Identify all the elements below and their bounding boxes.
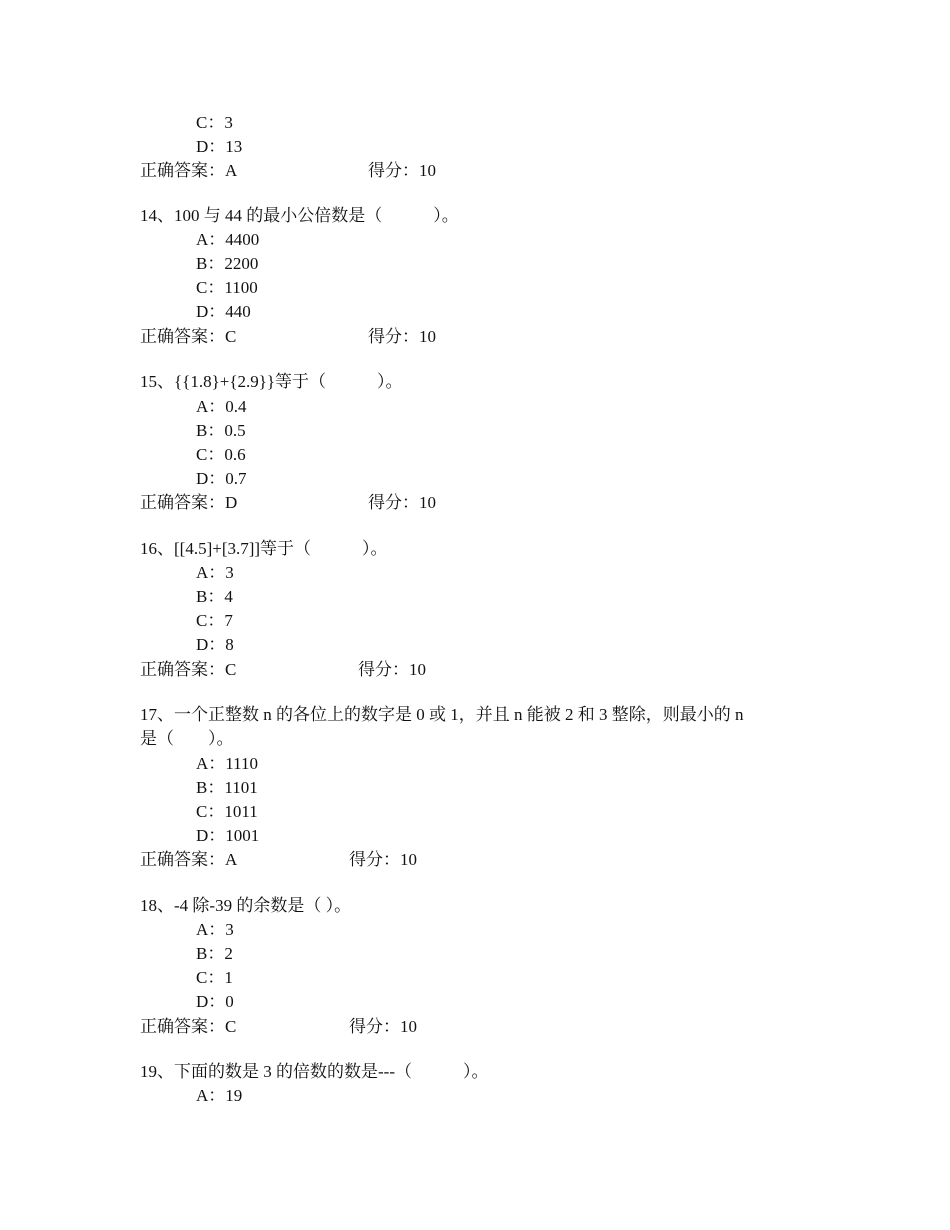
- q17-stem-continued: 是（ ）。: [140, 729, 234, 748]
- q17-option-d: D：1001: [196, 826, 260, 845]
- q16-stem: 16、[[4.5]+[3.7]]等于（ ）。: [140, 539, 388, 558]
- q14-option-c: C：1100: [196, 278, 258, 297]
- q17-score: 得分：10: [349, 850, 417, 869]
- q15-option-b: B：0.5: [196, 421, 246, 440]
- q17-stem: 17、一个正整数 n 的各位上的数字是 0 或 1，并且 n 能被 2 和 3 整除，则最小的 n: [140, 705, 744, 724]
- q15-stem: 15、{{1.8}+{2.9}}等于（ ）。: [140, 372, 403, 391]
- q18-option-a: A：3: [196, 920, 234, 939]
- q16-option-c: C：7: [196, 611, 233, 630]
- q18-option-c: C：1: [196, 968, 233, 987]
- q14-option-a: A：4400: [196, 230, 260, 249]
- q13-option-c: C：3: [196, 113, 233, 132]
- q17-correct-answer: 正确答案：A: [140, 850, 238, 869]
- q17-option-b: B：1101: [196, 778, 258, 797]
- q17-option-c: C：1011: [196, 802, 258, 821]
- q14-option-d: D：440: [196, 302, 251, 321]
- q18-correct-answer: 正确答案：C: [140, 1017, 237, 1036]
- q18-stem: 18、-4 除-39 的余数是（ ）。: [140, 896, 352, 915]
- q19-option-a: A：19: [196, 1086, 243, 1105]
- q15-correct-answer: 正确答案：D: [140, 493, 238, 512]
- q14-correct-answer: 正确答案：C: [140, 327, 237, 346]
- q13-correct-answer: 正确答案：A: [140, 161, 238, 180]
- q16-option-d: D：8: [196, 635, 234, 654]
- q15-option-d: D：0.7: [196, 469, 247, 488]
- q17-option-a: A：1110: [196, 754, 259, 773]
- q15-option-a: A：0.4: [196, 397, 247, 416]
- q16-option-a: A：3: [196, 563, 234, 582]
- q13-score: 得分：10: [368, 161, 436, 180]
- q16-option-b: B：4: [196, 587, 233, 606]
- q18-score: 得分：10: [349, 1017, 417, 1036]
- q15-option-c: C：0.6: [196, 445, 246, 464]
- q16-correct-answer: 正确答案：C: [140, 660, 237, 679]
- q14-option-b: B：2200: [196, 254, 259, 273]
- q14-score: 得分：10: [368, 327, 436, 346]
- q14-stem: 14、100 与 44 的最小公倍数是（ ）。: [140, 206, 459, 225]
- q13-option-d: D：13: [196, 137, 243, 156]
- q16-score: 得分：10: [358, 660, 426, 679]
- q18-option-d: D：0: [196, 992, 234, 1011]
- q19-stem: 19、下面的数是 3 的倍数的数是---（ ）。: [140, 1062, 489, 1081]
- q15-score: 得分：10: [368, 493, 436, 512]
- q18-option-b: B：2: [196, 944, 233, 963]
